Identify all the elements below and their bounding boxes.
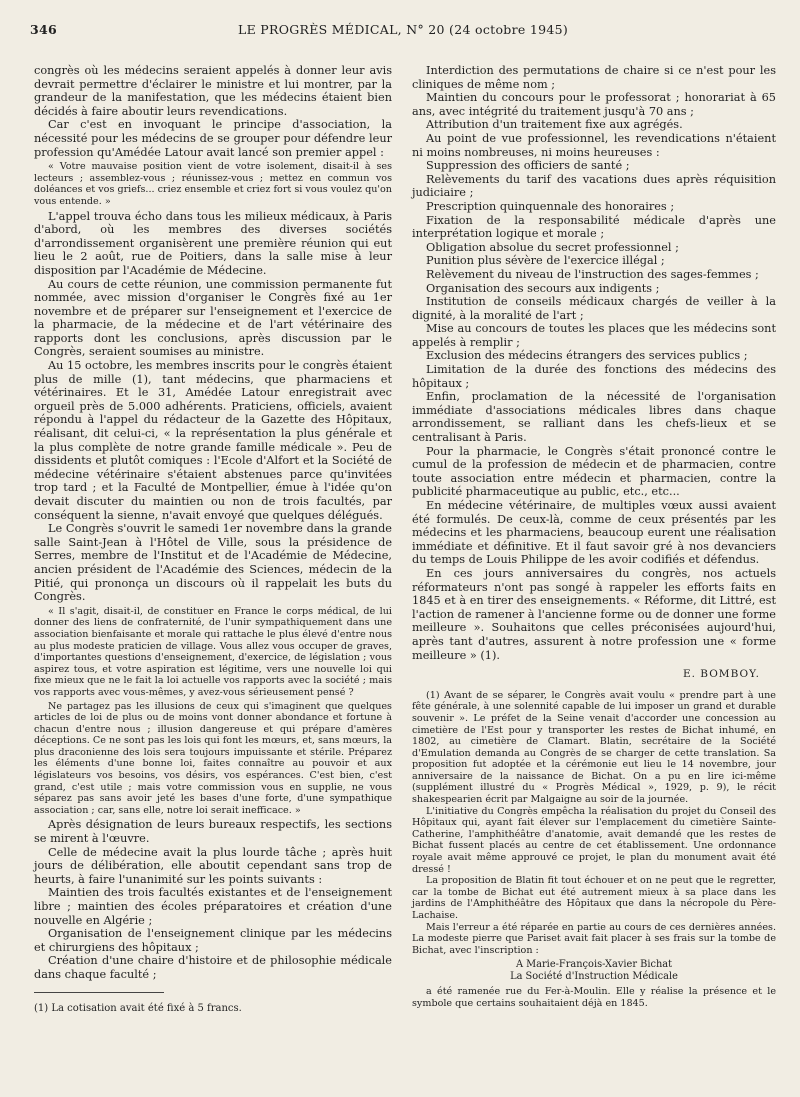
paragraph: En ces jours anniversaires du congrès, nos actuels réformateurs n'ont pas songé à rappeler les efforts faits en 1845 et à en tirer des enseignements. « Réforme, dit Littré, est l'action de ramener à l'ancienne forme ou de donner une forme meilleure ». Souhaitons que celles préconisées aujourd'hui, après tant d'autres, assurent à notre profession une « forme meilleure » (1).	[412, 566, 776, 662]
paragraph: Le Congrès s'ouvrit le samedi 1er novembre dans la grande salle Saint-Jean à l'Hôtel de Ville, sous la présidence de Serres, membre de l'Institut et de l'Académie de Médecine, ancien président de l'Académie des Sciences, médecin de la Pitié, qui prononça un discours où il rappelait les buts du Congrès.	[34, 522, 392, 604]
page-header	[30, 22, 776, 42]
list-item: Attribution d'un traitement fixe aux agrégés.	[426, 118, 683, 132]
list-item: Organisation des secours aux indigents ;	[426, 281, 660, 295]
inscription-line: La Société d'Instruction Médicale	[510, 971, 678, 983]
list-item: Interdiction des permutations de chaire si ce n'est pour les cliniques de même nom ;	[412, 64, 776, 91]
paragraph: Au point de vue professionnel, les revendications n'étaient ni moins nombreuses, ni moins heureuses :	[412, 131, 776, 159]
quotation: « Votre mauvaise position vient de votre isolement, disait-il à ses lecteurs ; assemblez-vous ; réunissez-vous ; mettez en commun vos doléances et vos griefs... criez ensemble et criez fort si vous voulez qu'on vous entende. »	[34, 161, 392, 207]
list-item: Suppression des officiers de santé ;	[426, 159, 630, 173]
inscription	[412, 959, 776, 983]
list-item: Punition plus sévère de l'exercice illégal ;	[426, 254, 665, 268]
quotation: « Il s'agit, disait-il, de constituer en France le corps médical, de lui donner des liens de confraternité, de l'unir sympathiquement dans une association bienfaisante et morale qui rattache le plus élevé d'entre nous au plus modeste praticien de village. Vous allez vous occuper de graves, d'importantes questions d'enseignement, d'exercice, de législation ; vous aspirez tous, et votre aspiration est légitime, vers une nouvelle loi qui fixe mieux que ne le fait la loi actuelle vos rapports avec la société ; mais vos rapports avec vous-mêmes, y avez-vous sérieusement pensé ?	[34, 605, 392, 698]
paragraph: congrès où les médecins seraient appelés à donner leur avis devrait permettre d'éclairer le ministre et lui montrer, par la grandeur de la manifestation, que les médecins étaient bien décidés à faire aboutir leurs revendications.	[34, 64, 392, 118]
paragraph: Au 15 octobre, les membres inscrits pour le congrès étaient plus de mille (1), tant médecins, que pharmaciens et vétérinaires. Et le 31, Amédée Latour enregistrait avec orgueil près de 5.000 adhérents. Praticiens, officiels, avaient répondu à l'appel du rédacteur de la Gazette des Hôpitaux, réalisant, dit celui-ci, « la représentation la plus générale et la plus complète de notre grande famille médicale ». Peu de dissidents et plutôt comiques : l'Ecole d'Alfort et la Société de médecine vétérinaire s'étaient abstenues parce qu'invitées trop tard ; et la Faculté de Montpellier, émue à l'idée qu'on devait discuter du maintien ou non de trois facultés, par conséquent la sienne, n'avait envoyé que quelques délégués.	[34, 359, 392, 522]
running-title: LE PROGRÈS MÉDICAL, N° 20 (24 octobre 1945)	[237, 22, 569, 37]
page-number: 346	[30, 22, 57, 37]
list-item: Prescription quinquennale des honoraires ;	[426, 199, 675, 213]
footnote: (1) La cotisation avait été fixé à 5 francs.	[34, 1002, 242, 1014]
quotation: Ne partagez pas les illusions de ceux qui s'imaginent que quelques articles de loi de plus ou de moins vont donner abondance et fortune à chacun d'entre nous ; illusion dangereuse et qui prépare d'amères déceptions. Ce ne sont pas les lois qui font les mœurs, et, sans mœurs, la plus draconienne des lois sera toujours impuissante et stérile. Préparez les éléments d'une bonne loi, faites connaître au pouvoir et aux législateurs vos besoins, vos désirs, vos espérances. C'est bien, c'est grand, c'est utile ; mais votre commission vous en supplie, ne vous séparez pas sans avoir jeté les bases d'une forte, d'une sympathique association ; car, sans elle, notre loi serait inefficace. »	[34, 700, 392, 816]
list-item: Création d'une chaire d'histoire et de philosophie médicale dans chaque faculté ;	[34, 954, 392, 981]
paragraph: Pour la pharmacie, le Congrès s'était prononcé contre le cumul de la profession de médecin et de pharmacien, contre toute association entre médecin et pharmacien, contre la publicité pharmaceutique au public, etc., etc...	[412, 444, 776, 499]
list-item: Limitation de la durée des fonctions des médecins des hôpitaux ;	[412, 363, 776, 390]
list-item: Organisation de l'enseignement clinique par les médecins et chirurgiens des hôpitaux ;	[34, 927, 392, 954]
paragraph: Au cours de cette réunion, une commission permanente fut nommée, avec mission d'organiser le Congrès fixé au 1er novembre et de préparer sur l'enseignement et l'exercice de la pharmacie, de la médecine et de l'art vétérinaire des rapports dont les conclusions, après discussion par le Congrès, seraient soumises au ministre.	[34, 277, 392, 359]
paragraph: Celle de médecine avait la plus lourde tâche ; après huit jours de délibération, elle aboutit cependant sans trop de heurts, à faire l'unanimité sur les points suivants :	[34, 845, 392, 886]
paragraph: L'appel trouva écho dans tous les milieux médicaux, à Paris d'abord, où les membres des diverses sociétés d'arrondissement organisèrent une première réunion qui eut lieu le 2 août, rue de Poitiers, dans la salle mise à leur disposition par l'Académie de Médecine.	[34, 209, 392, 277]
paragraph: Car c'est en invoquant le principe d'association, la nécessité pour les médecins de se grouper pour défendre leur profession qu'Amédée Latour avait lancé son premier appel :	[34, 118, 392, 159]
paragraph: Après désignation de leurs bureaux respectifs, les sections se mirent à l'œuvre.	[34, 818, 392, 846]
footnote-rule	[34, 992, 164, 993]
list-item: Exclusion des médecins étrangers des services publics ;	[426, 349, 748, 363]
list-item: Institution de conseils médicaux chargés de veiller à la dignité, à la moralité de l'art ;	[412, 295, 776, 322]
endnote: (1) Avant de se séparer, le Congrès avait voulu « prendre part à une fête générale, à une solennité capable de lui imposer un grand et durable souvenir ». Le préfet de la Seine venait d'accorder une concession au cimetière de l'Est pour y transporter les restes de Bichat inhumé, en 1802, au cimetière de Clamart. Blatin, secrétaire de la Société d'Emulation demanda au Congrès de se charger de cette translation. Sa proposition fut adoptée et la cérémonie eut lieu le 14 novembre, jour anniversaire de la naissance de Bichat. On a pu en lire ici-même (supplément illustré du « Progrès Médical », 1929, p. 9), le récit shakespearien écrit par Malgaigne au soir de la journée.	[412, 689, 776, 806]
right-column	[412, 64, 776, 1010]
endnote: La proposition de Blatin fit tout échouer et on ne peut que le regretter, car la tombe de Bichat eut été autrement mieux à sa place dans les jardins de l'Amphithéâtre des Hôpitaux que dans la nécropole du Père-Lachaise.	[412, 875, 776, 921]
author-signature: E. BOMBOY.	[682, 668, 760, 681]
endnote: a été ramenée rue du Fer-à-Moulin. Elle y réalise la présence et le symbole que certains souhaitaient déjà en 1845.	[412, 986, 776, 1009]
list-item: Relèvements du tarif des vacations dues après réquisition judiciaire ;	[412, 172, 776, 200]
list-item: Fixation de la responsabilité médicale d'après une interprétation logique et morale ;	[412, 213, 776, 241]
paragraph: En médecine vétérinaire, de multiples vœux aussi avaient été formulés. De ceux-là, comme de ceux présentés par les médecins et les pharmaciens, beaucoup eurent une réalisation immédiate et définitive. Et il faut savoir gré à nos devanciers du temps de Louis Philippe de les avoir codifiés et défendus.	[412, 499, 776, 567]
left-column	[34, 64, 392, 1015]
list-item: Enfin, proclamation de la nécessité de l'organisation immédiate d'associations médicales libres dans chaque arrondissement, se ralliant dans les chefs-lieux et se centralisant à Paris.	[412, 390, 776, 445]
list-item: Obligation absolue du secret professionnel ;	[426, 240, 679, 254]
list-item: Maintien des trois facultés existantes et de l'enseignement libre ; maintien des écoles préparatoires et création d'une nouvelle en Algérie ;	[34, 886, 392, 927]
endnote: L'initiative du Congrès empêcha la réalisation du projet du Conseil des Hôpitaux qui, ayant fait élever sur l'emplacement du cimetière Sainte-Catherine, l'amphithéâtre d'anatomie, avait demandé que les restes de Bichat fussent placés au centre de cet établissement. Une ordonnance royale avait même approuvé ce projet, le plan du monument avait été dressé !	[412, 805, 776, 875]
list-item: Mise au concours de toutes les places que les médecins sont appelés à remplir ;	[412, 322, 776, 349]
inscription-line: A Marie-François-Xavier Bichat	[515, 959, 673, 971]
endnote: Mais l'erreur a été réparée en partie au cours de ces dernières années. La modeste pierre que Pariset avait fait placer à ses frais sur la tombe de Bichat, avec l'inscription :	[412, 921, 776, 956]
list-item: Relèvement du niveau de l'instruction des sages-femmes ;	[426, 267, 759, 281]
list-item: Maintien du concours pour le professorat ; honorariat à 65 ans, avec intégrité du traitement jusqu'à 70 ans ;	[412, 91, 776, 118]
